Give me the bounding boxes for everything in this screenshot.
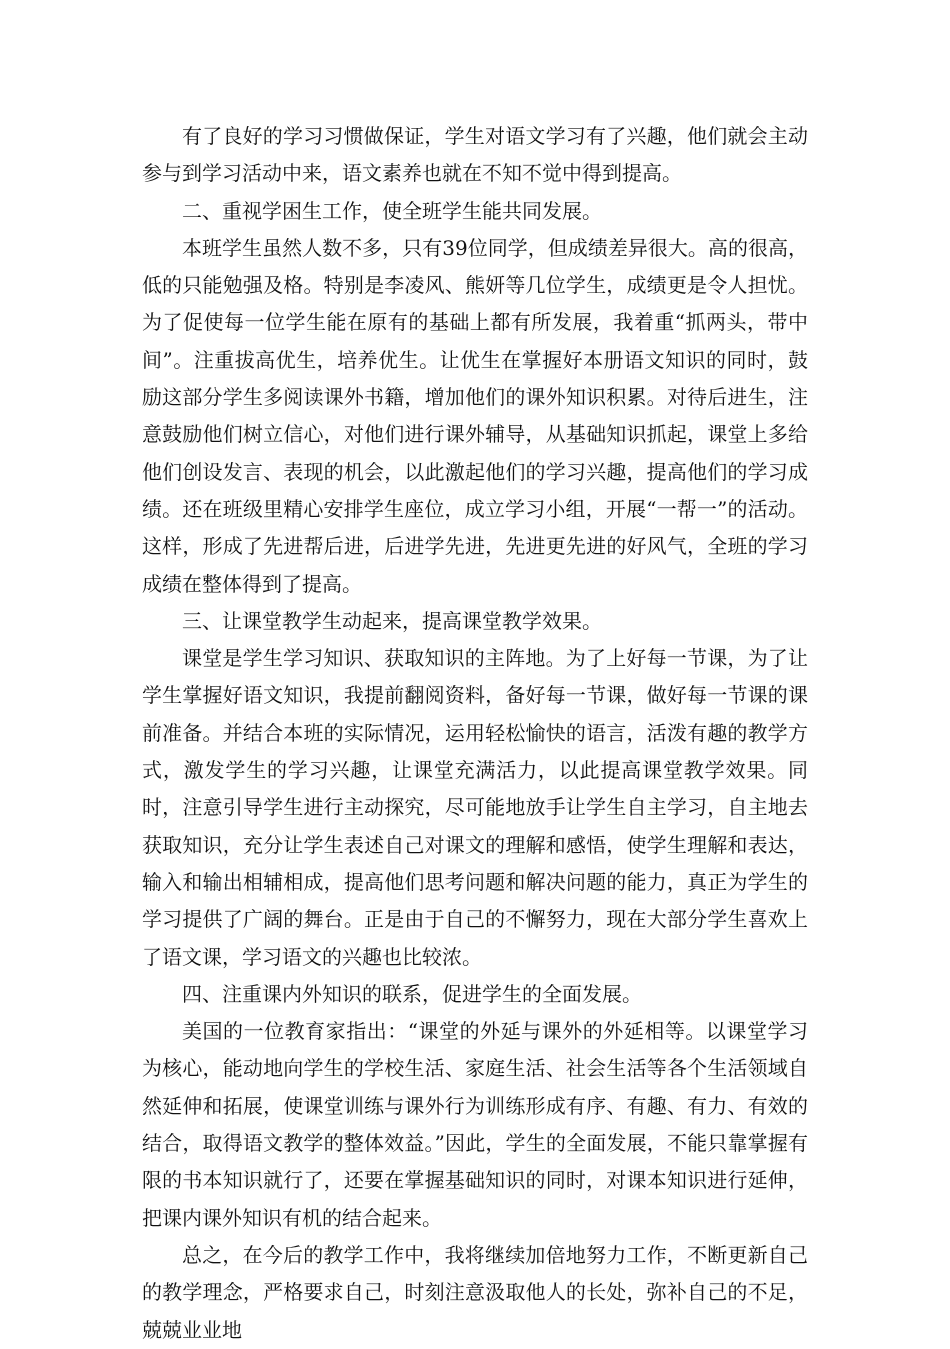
paragraph-1: 有了良好的学习习惯做保证，学生对语文学习有了兴趣，他们就会主动参与到学习活动中来，语文素养也就在不知不觉中得到提高。 bbox=[142, 124, 808, 186]
section-heading-4: 四、注重课内外知识的联系，促进学生的全面发展。 bbox=[182, 981, 642, 1006]
document-body bbox=[142, 118, 808, 1349]
paragraph-3: 课堂是学生学习知识、获取知识的主阵地。为了上好每一节课，为了让学生掌握好语文知识，我提前翻阅资料，备好每一节课，做好每一节课的课前准备。并结合本班的实际情况，运用轻松愉快的语言，活泼有趣的教学方式，激发学生的学习兴趣，让课堂充满活力，以此提高课堂教学效果。同时，注意引导学生进行主动探究，尽可能地放手让学生自主学习，自主地去获取知识，充分让学生表述自己对课文的理解和感悟，使学生理解和表达，输入和输出相辅相成，提高他们思考问题和解决问题的能力，真正为学生的学习提供了广阔的舞台。正是由于自己的不懈努力，现在大部分学生喜欢上了语文课，学习语文的兴趣也比较浓。 bbox=[142, 646, 808, 969]
section-heading-2: 二、重视学困生工作，使全班学生能共同发展。 bbox=[182, 198, 602, 223]
section-heading-3: 三、让课堂教学生动起来，提高课堂教学效果。 bbox=[182, 608, 602, 633]
paragraph-4: 美国的一位教育家指出：“课堂的外延与课外的外延相等。以课堂学习为核心，能动地向学生的学校生活、家庭生活、社会生活等各个生活领域自然延伸和拓展，使课堂训练与课外行为训练形成有序、有趣、有力、有效的结合，取得语文教学的整体效益。”因此，学生的全面发展，不能只靠掌握有限的书本知识就行了，还要在掌握基础知识的同时，对课本知识进行延伸，把课内课外知识有机的结合起来。 bbox=[142, 1019, 808, 1230]
paragraph-conclusion: 总之，在今后的教学工作中，我将继续加倍地努力工作，不断更新自己的教学理念，严格要求自己，时刻注意汲取他人的长处，弥补自己的不足，兢兢业业地 bbox=[142, 1242, 808, 1342]
paragraph-2: 本班学生虽然人数不多，只有39位同学，但成绩差异很大。高的很高，低的只能勉强及格。特别是李凌风、熊妍等几位学生，成绩更是令人担忧。为了促使每一位学生能在原有的基础上都有所发展，我着重“抓两头，带中间”。注重拔高优生，培养优生。让优生在掌握好本册语文知识的同时，鼓励这部分学生多阅读课外书籍，增加他们的课外知识积累。对待后进生，注意鼓励他们树立信心，对他们进行课外辅导，从基础知识抓起，课堂上多给他们创设发言、表现的机会，以此激起他们的学习兴趣，提高他们的学习成绩。还在班级里精心安排学生座位，成立学习小组，开展“一帮一”的活动。这样，形成了先进帮后进，后进学先进，先进更先进的好风气，全班的学习成绩在整体得到了提高。 bbox=[142, 235, 808, 596]
